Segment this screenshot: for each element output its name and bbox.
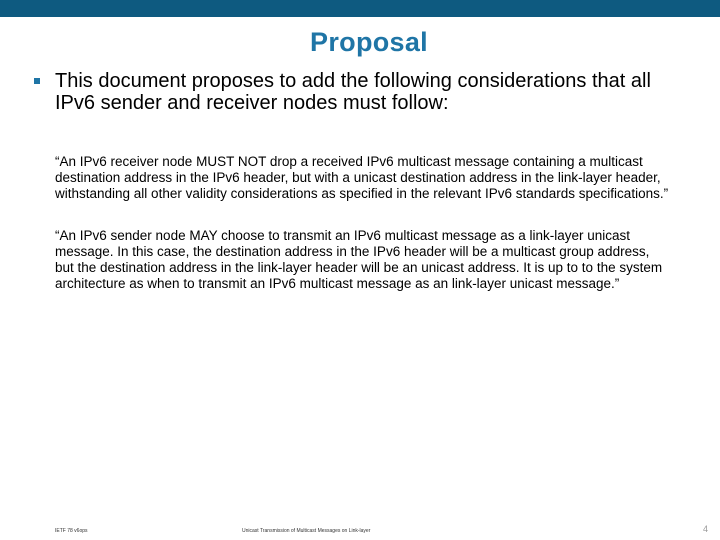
receiver-node-quote: “An IPv6 receiver node MUST NOT drop a received IPv6 multicast message containing a multicast destination address in the IPv6 header, but with a unicast destination address in the link-layer header, withstanding all other validity considerations as specified in the relevant IPv6 standards specifications.” [55, 154, 669, 201]
footer-event: IETF 78 v6ops [55, 528, 88, 534]
page-number: 4 [702, 524, 708, 534]
slide-title: Proposal [310, 27, 428, 57]
square-bullet-icon [34, 78, 40, 84]
footer-presentation-title: Unicast Transmission of Multicast Messages on Link-layer [242, 528, 371, 534]
top-bar [0, 0, 720, 17]
sender-node-quote: “An IPv6 sender node MAY choose to transmit an IPv6 multicast message as a link-layer unicast message. In this case, the destination address in the IPv6 header will be a multicast group address, but the destination address in the link-layer header will be an unicast address. It is up to to the system architecture as when to transmit an IPv6 multicast message as an link-layer unicast message.” [55, 228, 663, 291]
bullet-text: This document proposes to add the following considerations that all IPv6 sender and receiver nodes must follow: [55, 70, 651, 114]
